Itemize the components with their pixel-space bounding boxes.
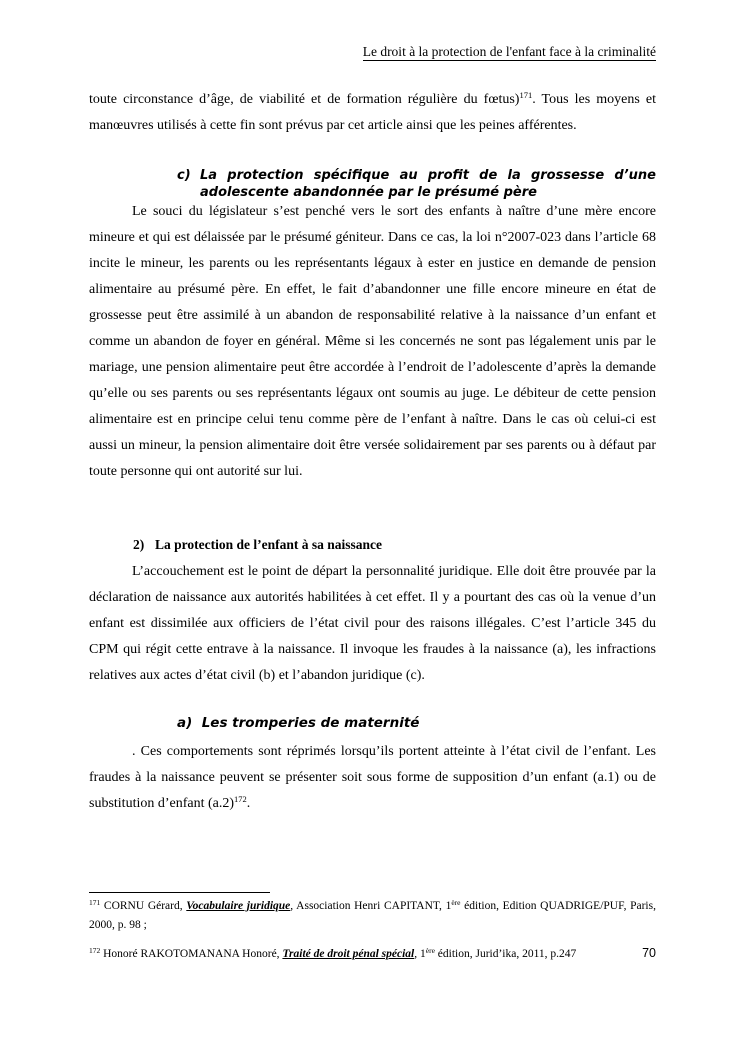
footnote-172: $^{172}$ Honoré RAKOTOMANANA Honoré, Traité de droit pénal spécial, 1ère édition, Jurid’ika, 2011, p.247	[89, 946, 577, 960]
footnote-171: $^{171}$ CORNU Gérard, Vocabulaire juridique, Association Henri CAPITANT, 1ère édition, Edition QUADRIGE/PUF, Paris, 2000, p. 98 ;	[89, 898, 656, 931]
running-header	[89, 44, 656, 60]
page-number: 70	[642, 946, 656, 960]
footnote-171-title: Vocabulaire juridique	[186, 900, 291, 912]
subheading-a-label: a)	[177, 715, 193, 731]
subheading-a-text: Les tromperies de maternité	[201, 715, 420, 731]
header-title: Le droit à la protection de l'enfant face à la criminalité	[362, 44, 656, 59]
paragraph-pension: Le souci du législateur s’est penché vers le sort des enfants à naître d’une mère encore mineure et qui est délaissée par le présumé géniteur. Dans ce cas, la loi n°2007-023 dans l’article 68 incite le mineur, les parents ou les représentants légaux à ester en justice en demande de pension alimentaire au présumé père. En effet, le fait d’abandonner une fille encore mineure en état de grossesse peut être assimilé à un abandon de responsabilité relative à la naissance d’un enfant et comme un abandon de foyer en général. Même si les concernés ne sont pas légalement unis par le mariage, une pension alimentaire peut être accordée à l’endroit de l’adolescente d’après la demande qu’elle ou ses parents ou ses représentants légaux ont soumis au juge. Le débiteur de cette pension alimentaire est en principe celui tenu comme père de l’enfant à naître. Dans le cas où celui-ci est aussi un mineur, la pension alimentaire doit être versée solidairement par ses parents ou à défaut par toute personne qui ont autorité sur lui.	[89, 204, 656, 479]
section-2-title: La protection de l’enfant à sa naissance	[155, 537, 383, 552]
section-2-label: 2)	[133, 537, 145, 552]
paragraph-accouchement: L’accouchement est le point de départ la personnalité juridique. Elle doit être prouvée par la déclaration de naissance aux autorités habilitées à cet effet. Il y a pourtant des cas où la venue d’un enfant est dissimilée aux officiers de l’état civil pour des raisons illégales. C’est l’article 345 du CPM qui régit cette entrave à la naissance. Il invoque les fraudes à la naissance (a), les infractions relatives aux actes d’état civil (b) et l’abandon juridique (c).	[89, 564, 656, 683]
footnote-ref-172: 172	[234, 794, 247, 804]
footnote-172-title: Traité de droit pénal spécial	[282, 948, 415, 960]
subheading-c	[177, 167, 656, 201]
footnote-ref-171: 171	[519, 90, 533, 100]
paragraph-continuation: toute circonstance d’âge, de viabilité et de formation régulière du fœtus)$^{171}$. Tous les moyens et manœuvres utilisés à cette fin sont prévus par cet article ainsi que les peines afférentes.	[89, 90, 656, 133]
footnote-separator	[89, 892, 270, 893]
subheading-c-label: c)	[177, 168, 191, 183]
section-heading-2	[133, 537, 382, 553]
subheading-c-text: La protection spécifique au profit de la grossesse d’une adolescente abandonnée par le présumé père	[200, 168, 656, 200]
subheading-a	[177, 715, 419, 731]
paragraph-tromperies: . Ces comportements sont réprimés lorsqu’ils portent atteinte à l’état civil de l’enfant. Les fraudes à la naissance peuvent se présenter soit sous forme de supposition d’un enfant (a.1) ou de substitution d’enfant $(a.2)^{172}$.	[89, 744, 656, 811]
